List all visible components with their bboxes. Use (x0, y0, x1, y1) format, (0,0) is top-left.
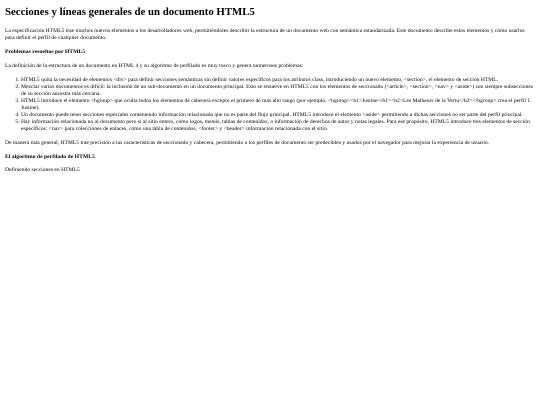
list-item: 2. Mezclar varios documentos es difícil: la inclusión de un sub-documento en un documento principal. Esto se resuelve en HTML5 con los elementos de seccionado (<article>, <section>, <nav> y <aside>) son siempre subsecciones de su sección ancestra más cercana. (21, 84, 535, 98)
page-title: Secciones y líneas generales de un documento HTML5 (5, 6, 255, 18)
list-item: 3. HTML5 introduce el elemento <hgroup> que oculta todos los elementos de cabecera excepto el primero de más alto rango (por ejemplo, <hgroup><h1>Justine</h1><h2>Les Malheurs de la Vertu</h2></hgroup> crea el perfil 1. Justine). (21, 98, 535, 112)
summary-paragraph: De manera más general, HTML5 trae precisión a las características de seccionado y cabecera, permitiendo a los perfiles de documento ser predecibles y usados por el navegador para mejorar la experiencia de usuario. (5, 139, 490, 146)
problems-list (5, 77, 535, 133)
section-heading-algorithm: El algoritmo de perfilado de HTML5 (5, 153, 95, 160)
algorithm-paragraph: Definiendo secciones en HTML5 (5, 167, 80, 174)
intro-paragraph: La especificación HTML5 trae muchos nuevos elementos a los desarrolladores web, permitiéndoles describir la estructura de un documento web con semántica estandarizada. Este documento describe estos elementos y cómo usarlos para definir el perfil de cualquier documento. (5, 27, 525, 41)
list-item: 1. HTML5 quita la necesidad de elementos <div> para definir secciones semánticas sin definir valores específicos para los atributos class, introduciendo un nuevo elemento, <section>, el elemento de sección HTML. (21, 77, 535, 84)
list-item: 5. Hay información relacionada no al documento pero sí al sitio entero, como logos, menús, tablas de contenidos, o información de derechos de autor y notas legales. Para ese propósito, HTML5 introduce tres elementos de sección específicos: <nav> para colecciones de enlaces, como una tabla de contenidos, <footer> y <header> información relacionada con el sitio. (21, 119, 535, 133)
section-heading-problems: Problemas resueltos por HTML5 (5, 48, 86, 55)
document-page (0, 0, 540, 174)
problems-intro-paragraph: La definición de la estructura de un documento en HTML 4 y su algoritmo de perfilado es muy tosco y genera numerosos problemas: (5, 62, 304, 69)
list-item: 4. Un documento puede tener secciones especiales conteniendo información relacionada que no es parte del flujo principal. HTML5 introduce el elemento <aside> permitiendo a dichas secciones no ser parte del perfil principal. (21, 112, 535, 119)
